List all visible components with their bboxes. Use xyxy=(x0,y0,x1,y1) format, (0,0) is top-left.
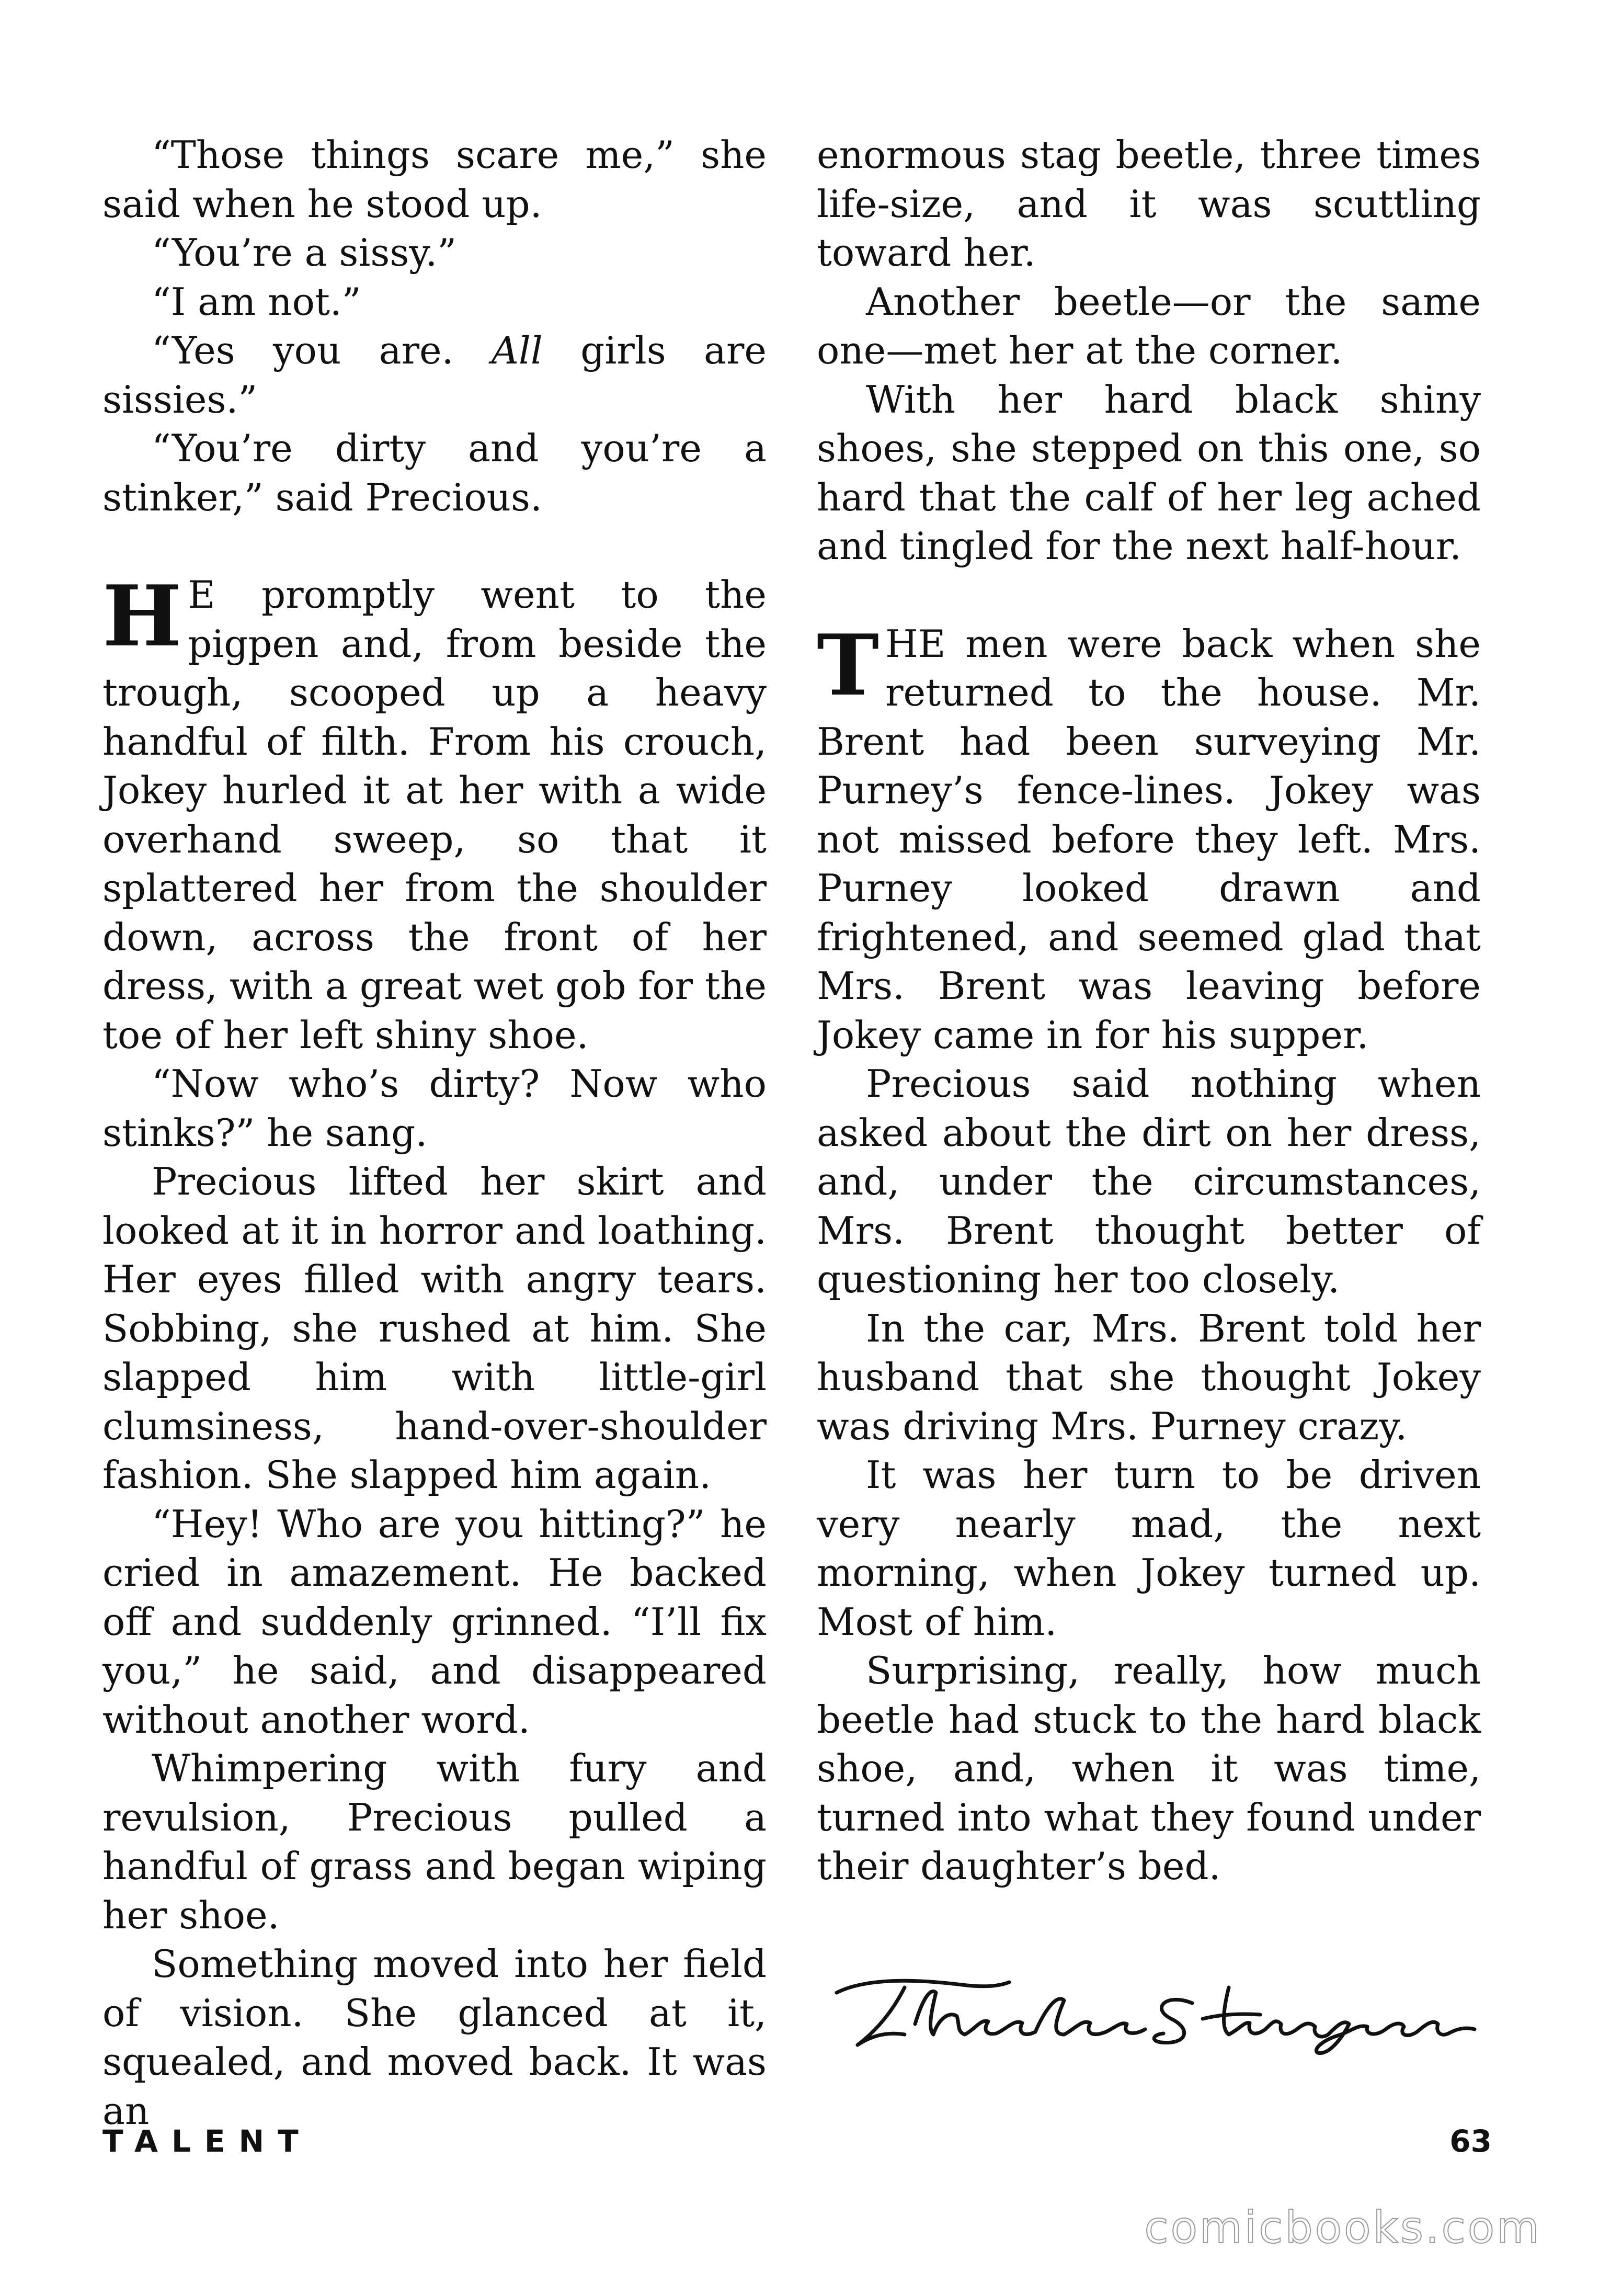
text-span: HE men were back when she returned to the house. Mr. Brent had been surveying Mr. Purney’s fence-lines. Jokey was not missed before they left. Mrs. Purney looked drawn and frightened, and seemed glad that Mrs. Brent was leaving before Jokey came in for his supper. xyxy=(817,621,1481,1057)
paragraph: “I am not.” xyxy=(152,279,361,324)
paragraph: Whimpering with fury and revulsion, Precious pulled a handful of grass and began wiping her shoe. xyxy=(102,1746,767,1937)
section-paragraph xyxy=(817,616,1481,1060)
paragraph: In the car, Mrs. Brent told her husband that she thought Jokey was driving Mrs. Purney crazy. xyxy=(817,1306,1481,1448)
right-column xyxy=(817,131,1481,1891)
text-span: girls are sissies.” xyxy=(102,328,767,422)
paragraph: “Hey! Who are you hitting?” he cried in amazement. He backed off and suddenly grinned. “I’ll fix you,” he said, and disappeared without another word. xyxy=(102,1502,767,1742)
paragraph: Something moved into her field of vision. She glanced at it, squealed, and moved back. It was an xyxy=(102,1942,767,2133)
paragraph: With her hard black shiny shoes, she stepped on this one, so hard that the calf of her leg ached and tingled for the next half-hour. xyxy=(817,377,1481,568)
paragraph: Precious lifted her skirt and looked at it in horror and loathing. Her eyes filled with angry tears. Sobbing, she rushed at him. She slapped him with little-girl clumsiness, hand-over-shoulder fashion. She slapped him again. xyxy=(102,1160,767,1497)
paragraph-with-italic xyxy=(102,326,767,424)
drop-cap: T xyxy=(817,616,880,714)
paragraph: “Now who’s dirty? Now who stinks?” he sang. xyxy=(102,1062,767,1155)
page-number: 63 xyxy=(1449,2123,1492,2159)
italic-word: All xyxy=(491,328,543,372)
author-signature xyxy=(826,1956,1506,2061)
text-span: E promptly went to the pigpen and, from beside the trough, scooped up a heavy handful of filth. From his crouch, Jokey hurled it at her with a wide overhand sweep, so that it splattered her from the shoulder down, across the front of her dress, with a great wet gob for the toe of her left shiny shoe. xyxy=(102,573,767,1057)
paragraph: Another beetle—or the same one—met her at the corner. xyxy=(817,279,1481,372)
text-span: “Yes you are. xyxy=(152,328,454,372)
signature-text: Theodore Sturgeon xyxy=(826,1956,831,1957)
paragraph: It was her turn to be driven very nearly mad, the next morning, when Jokey turned up. Most of him. xyxy=(817,1453,1481,1644)
paragraph: Surprising, really, how much beetle had stuck to the hard black shoe, and, when it was time, turned into what they found under their daughter’s bed. xyxy=(817,1649,1481,1888)
paragraph: “Those things scare me,” she said when he stood up. xyxy=(102,133,767,226)
paragraph: enormous stag beetle, three times life-size, and it was scuttling toward her. xyxy=(817,133,1481,275)
left-column xyxy=(102,131,767,2135)
watermark: comicbooks.com xyxy=(1144,2202,1541,2253)
paragraph: “You’re dirty and you’re a stinker,” said Precious. xyxy=(102,426,767,519)
paragraph: Precious said nothing when asked about the dirt on her dress, and, under the circumstances, Mrs. Brent thought better of questioning her too closely. xyxy=(817,1062,1481,1301)
section-paragraph xyxy=(102,567,767,1060)
drop-cap: H xyxy=(102,567,182,665)
paragraph: “You’re a sissy.” xyxy=(152,231,457,275)
magazine-name: TALENT xyxy=(102,2123,312,2159)
